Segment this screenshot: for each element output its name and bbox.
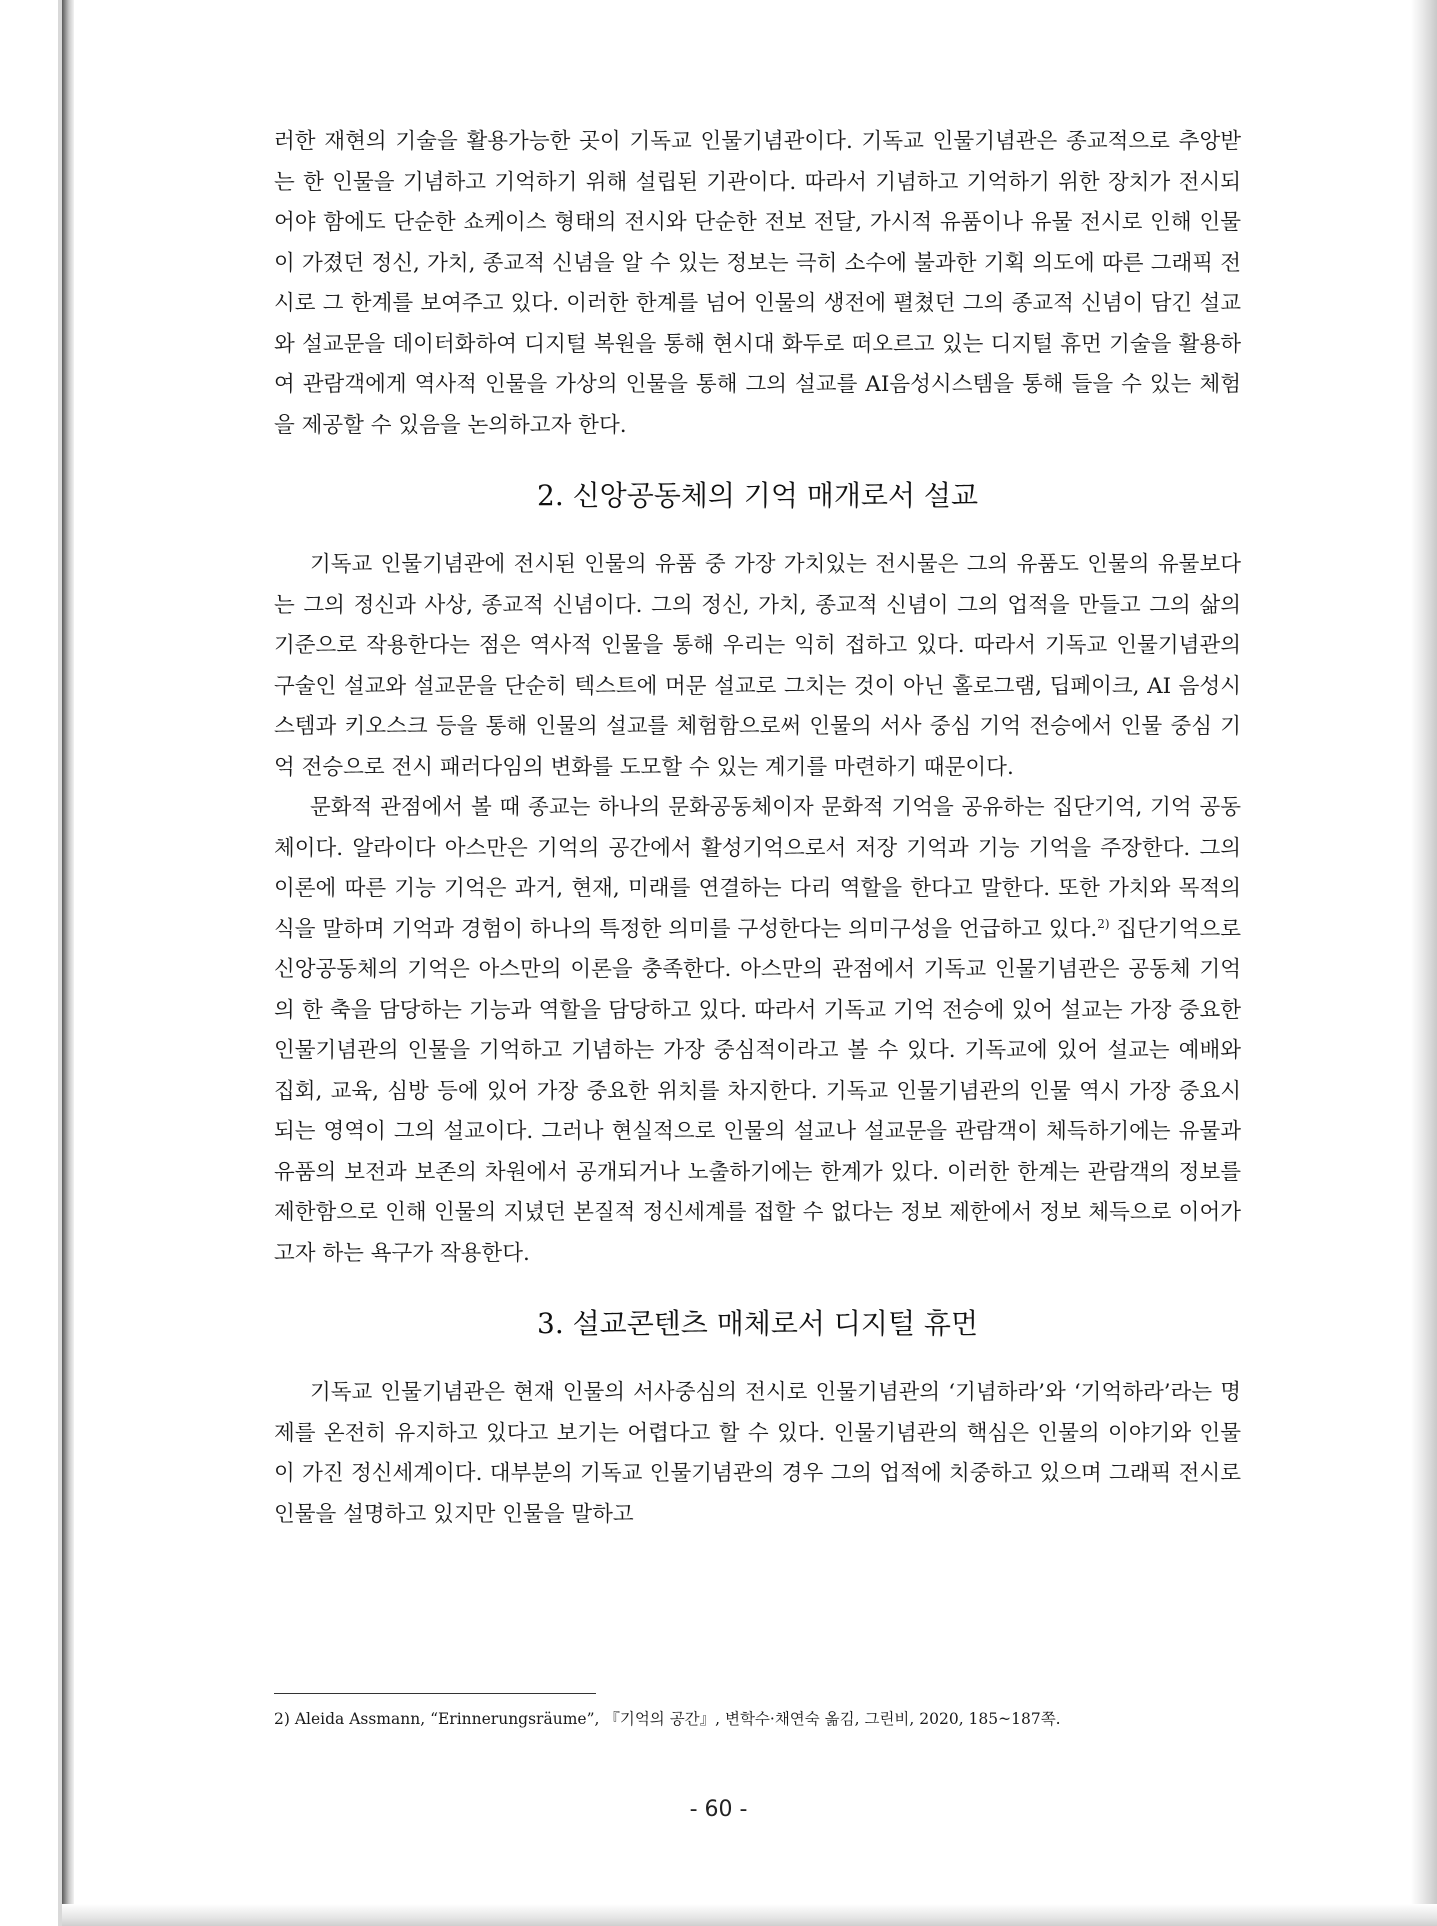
section-3-heading: 3. 설교콘텐츠 매체로서 디지털 휴먼 [537, 1307, 978, 1340]
section-2-paragraph-2 [274, 788, 1241, 1274]
footnote-marker: 2) [1097, 916, 1110, 931]
page-bottom-shadow [62, 1904, 1437, 1926]
section-3-paragraph-1: 기독교 인물기념관은 현재 인물의 서사중심의 전시로 인물기념관의 ‘기념하라’와 ‘기억하라’라는 명제를 온전히 유지하고 있다고 보기는 어렵다고 할 수 있다. 인물기념관의 핵심은 인물의 이야기와 인물이 가진 정신세계이다. 대부분의 기독교 인물기념관의 경우 그의 업적에 치중하고 있으며 그래픽 전시로 인물을 설명하고 있지만 인물을 말하고 [274, 1380, 1241, 1527]
page-number: - 60 - [689, 1797, 748, 1822]
page-right-shadow [1411, 0, 1437, 1926]
section-2-paragraph-2-part-2: 집단기억으로 신앙공동체의 기억은 아스만의 이론을 충족한다. 아스만의 관점에서 기독교 인물기념관은 공동체 기억의 한 축을 담당하는 기능과 역할을 담당하고 있다. 따라서 기독교 기억 전승에 있어 설교는 가장 중요한 인물기념관의 인물을 기억하고 기념하는 가장 중심적이라고 볼 수 있다. 기독교에 있어 설교는 예배와 집회, 교육, 심방 등에 있어 가장 중요한 위치를 차지한다. 기독교 인물기념관의 인물 역시 가장 중요시되는 영역이 그의 설교이다. 그러나 현실적으로 인물의 설교나 설교문을 관람객이 체득하기에는 유물과 유품의 보전과 보존의 차원에서 공개되거나 노출하기에는 한계가 있다. 이러한 한계는 관람객의 정보를 제한함으로 인해 인물의 지녔던 본질적 정신세계를 접할 수 없다는 정보 제한에서 정보 체득으로 이어가고자 하는 욕구가 작용한다. [274, 916, 1241, 1266]
footnote: 2) Aleida Assmann, “Erinnerungsräume”, 『기억의 공간』, 변학수·채연숙 옮김, 그린비, 2020, 185~187쪽. [274, 1710, 1061, 1728]
page-binding-edge [62, 0, 74, 1926]
page-body [274, 122, 1241, 1535]
footnote-separator [274, 1693, 596, 1694]
section-2-paragraph-2-part-1: 문화적 관점에서 볼 때 종교는 하나의 문화공동체이자 문화적 기억을 공유하는 집단기억, 기억 공동체이다. 알라이다 아스만은 기억의 공간에서 활성기억으로서 저장 기억과 기능 기억을 주장한다. 그의 이론에 따른 기능 기억은 과거, 현재, 미래를 연결하는 다리 역할을 한다고 말한다. 또한 가치와 목적의식을 말하며 기억과 경험이 하나의 특정한 의미를 구성한다는 의미구성을 언급하고 있다. [274, 795, 1241, 942]
section-2-heading: 2. 신앙공동체의 기억 매개로서 설교 [537, 479, 978, 512]
section-2-paragraph-1: 기독교 인물기념관에 전시된 인물의 유품 중 가장 가치있는 전시물은 그의 유품도 인물의 유물보다는 그의 정신과 사상, 종교적 신념이다. 그의 정신, 가치, 종교적 신념이 그의 업적을 만들고 그의 삶의 기준으로 작용한다는 점은 역사적 인물을 통해 우리는 익히 접하고 있다. 따라서 기독교 인물기념관의 구술인 설교와 설교문을 단순히 텍스트에 머문 설교로 그치는 것이 아닌 홀로그램, 딥페이크, AI 음성시스템과 키오스크 등을 통해 인물의 설교를 체험함으로써 인물의 서사 중심 기억 전승에서 인물 중심 기억 전승으로 전시 패러다임의 변화를 도모할 수 있는 계기를 마련하기 때문이다. [274, 552, 1241, 780]
intro-paragraph: 러한 재현의 기술을 활용가능한 곳이 기독교 인물기념관이다. 기독교 인물기념관은 종교적으로 추앙받는 한 인물을 기념하고 기억하기 위해 설립된 기관이다. 따라서 기념하고 기억하기 위한 장치가 전시되어야 함에도 단순한 쇼케이스 형태의 전시와 단순한 전보 전달, 가시적 유품이나 유물 전시로 인해 인물이 가졌던 정신, 가치, 종교적 신념을 알 수 있는 정보는 극히 소수에 불과한 기획 의도에 따른 그래픽 전시로 그 한계를 보여주고 있다. 이러한 한계를 넘어 인물의 생전에 펼쳤던 그의 종교적 신념이 담긴 설교와 설교문을 데이터화하여 디지털 복원을 통해 현시대 화두로 떠오르고 있는 디지털 휴먼 기술을 활용하여 관람객에게 역사적 인물을 가상의 인물을 통해 그의 설교를 AI음성시스템을 통해 들을 수 있는 체험을 제공할 수 있음을 논의하고자 한다. [274, 129, 1241, 438]
